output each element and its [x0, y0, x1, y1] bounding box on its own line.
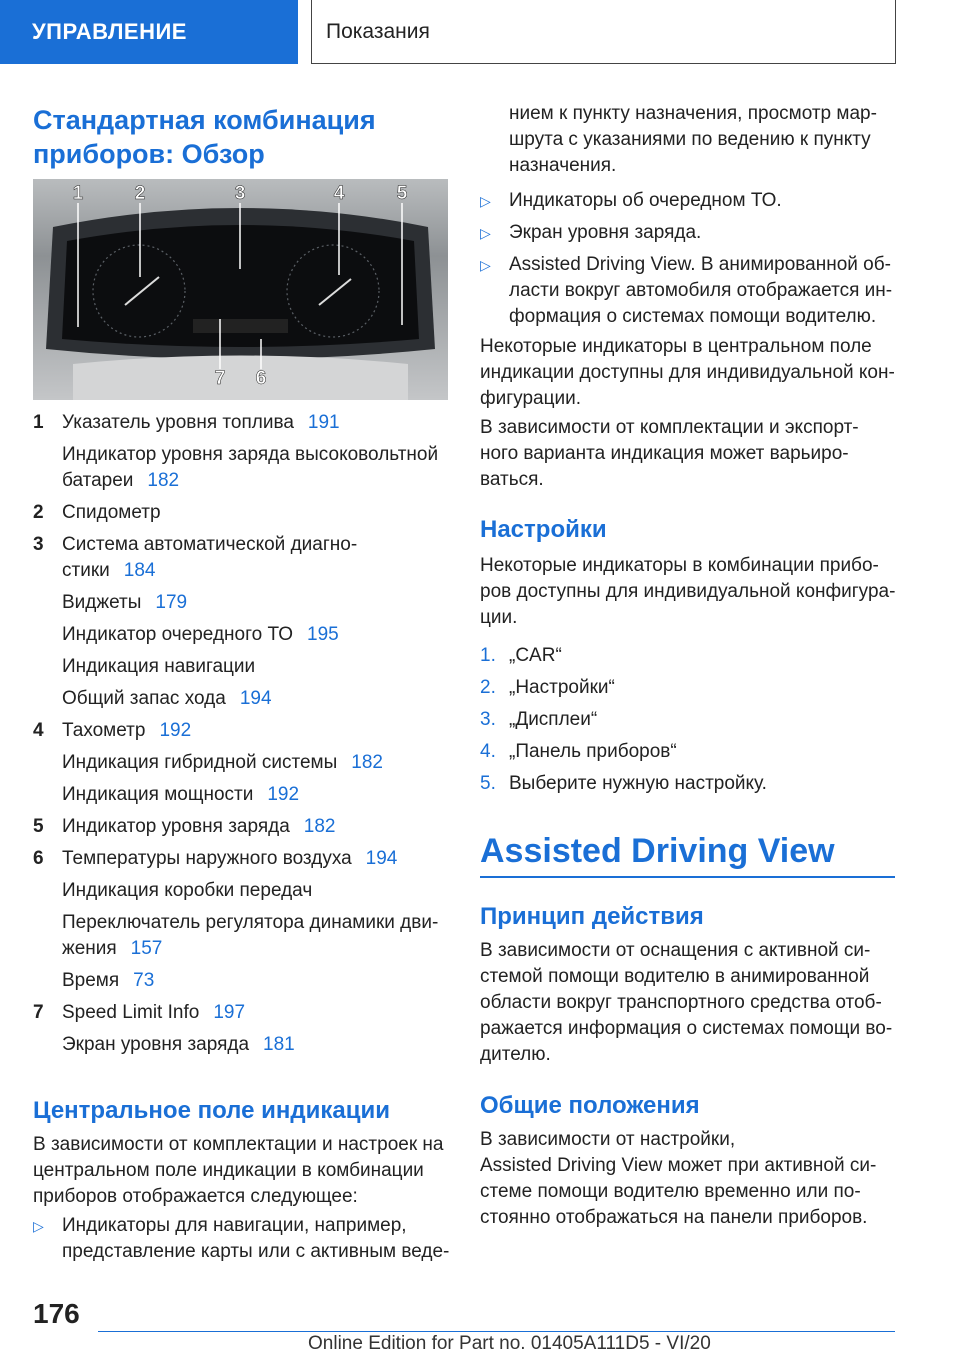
section-heading-central: Центральное поле индикации [33, 1097, 390, 1124]
page-reference-link[interactable]: 195 [307, 624, 339, 645]
legend-text: Индикация коробки передач [62, 880, 313, 901]
page-reference-link[interactable]: 192 [159, 720, 192, 741]
step-item [480, 675, 900, 701]
footer-rule [98, 1331, 895, 1332]
legend-text: стики [62, 560, 110, 581]
legend-row [33, 814, 453, 840]
legend-text: Индикатор очередного ТО [62, 624, 293, 645]
page-number: 176 [33, 1298, 80, 1329]
legend-text: жения [62, 938, 117, 959]
legend-text-wrap [62, 410, 340, 436]
legend-number: 7 [33, 1002, 44, 1023]
legend-number: 2 [33, 502, 44, 523]
legend-row [33, 410, 453, 436]
page-reference-link[interactable]: 194 [239, 688, 272, 709]
page-reference-link[interactable]: 191 [307, 412, 340, 433]
legend-text-wrap [62, 750, 383, 776]
page-reference-link[interactable]: 181 [263, 1034, 295, 1055]
step-item [480, 707, 900, 733]
central-paragraph: В зависимости от комплектации и настроек на центральном поле индикации в комбинации приборов отображается следующее: [33, 1134, 444, 1207]
legend-text-wrap [62, 590, 187, 616]
legend-row [33, 622, 453, 648]
legend-row [33, 654, 453, 680]
callout-3: 3 [234, 183, 246, 204]
legend-row [33, 442, 453, 468]
legend-text: Индикатор уровня заряда [62, 816, 290, 837]
step-item [480, 739, 900, 765]
section-heading-principle: Принцип действия [480, 903, 704, 930]
legend-row [33, 910, 453, 936]
step-text: „CAR“ [509, 645, 562, 666]
legend-text: Виджеты [62, 592, 142, 613]
legend-text-wrap [62, 814, 335, 840]
page-reference-link[interactable]: 179 [155, 592, 188, 613]
step-text: „Дисплеи“ [509, 709, 598, 730]
legend-text-wrap [62, 468, 179, 494]
legend-number: 1 [33, 412, 44, 433]
section-tab: УПРАВЛЕНИЕ [0, 0, 298, 64]
page-reference-link[interactable]: 182 [303, 816, 336, 837]
triangle-bullet-icon: ▷ [480, 193, 491, 209]
step-text: „Панель приборов“ [509, 741, 677, 762]
legend-text: Спидометр [62, 502, 161, 523]
step-text: Выберите нужную настройку. [509, 773, 767, 794]
section-heading-general: Общие положения [480, 1092, 700, 1119]
instrument-cluster-image [33, 179, 448, 400]
legend-text-wrap [62, 686, 272, 712]
page-reference-link[interactable]: 182 [147, 470, 180, 491]
triangle-bullet-icon: ▷ [480, 257, 491, 273]
legend-text-wrap [62, 1032, 295, 1058]
legend-number: 4 [33, 720, 44, 741]
step-number: 4. [480, 741, 496, 762]
legend-text-wrap [62, 782, 299, 808]
legend-text: Тахометр [62, 720, 146, 741]
callout-1: 1 [72, 183, 84, 204]
principle-paragraph: В зависимости от оснащения с активной си- стемой помощи водителю в анимированной области вокруг транспортного средства отоб- ражается информация о системах помощи во- дителю. [480, 940, 893, 1065]
legend-row [33, 718, 453, 744]
chapter-heading: Assisted Driving View [480, 832, 835, 870]
legend-text-wrap [62, 910, 452, 936]
legend-text-wrap [62, 846, 397, 872]
legend-text: Переключатель регулятора динамики дви- [62, 912, 439, 933]
legend-row [33, 878, 453, 904]
section-heading-settings: Настройки [480, 516, 607, 543]
legend-row [33, 1000, 453, 1026]
callout-2: 2 [134, 183, 146, 204]
legend-text: Указатель уровня топлива [62, 412, 294, 433]
step-item [480, 643, 900, 669]
page-reference-link[interactable]: 73 [133, 970, 155, 991]
legend-text-wrap [62, 532, 371, 558]
callout-5: 5 [396, 183, 408, 204]
legend-row [33, 686, 453, 712]
page-title-line1: Стандартная комбинация [33, 105, 376, 135]
subsection-tab: Показания [311, 0, 896, 64]
general-paragraph: В зависимости от настройки, Assisted Driving View может при активной си- стеме помощи водителю временно или по- стоянно отображаться на панели приборов. [480, 1129, 877, 1228]
list-item-continued: нием к пункту назначения, просмотр мар- шрута с указаниями по ведению к пункту назначения. [509, 103, 877, 176]
legend-row [33, 968, 453, 994]
legend-text: Общий запас хода [62, 688, 226, 709]
page-title [33, 103, 376, 171]
legend-text-wrap [62, 622, 339, 648]
legend-text-wrap [62, 878, 326, 904]
page-reference-link[interactable]: 157 [130, 938, 163, 959]
page-reference-link[interactable]: 182 [351, 752, 383, 773]
triangle-bullet-icon: ▷ [480, 225, 491, 241]
page-reference-link[interactable]: 192 [267, 784, 300, 805]
legend-text: Экран уровня заряда [62, 1034, 250, 1055]
legend-text-wrap [62, 968, 154, 994]
step-text: „Настройки“ [509, 677, 615, 698]
legend-row [33, 936, 453, 962]
legend-row [33, 468, 453, 494]
legend-number: 5 [33, 816, 44, 837]
legend-text-wrap [62, 500, 175, 526]
callout-6: 6 [255, 368, 267, 389]
footer-text: Online Edition for Part no. 01405A111D5 - VI/20 [308, 1333, 711, 1354]
page-reference-link[interactable]: 194 [365, 848, 398, 869]
paragraph-variants: В зависимости от комплектации и экспорт- ного варианта индикация может варьиро- ваться. [480, 417, 859, 490]
callout-4: 4 [333, 183, 345, 204]
legend-text-wrap [62, 558, 155, 584]
legend-row [33, 532, 453, 558]
legend-text-wrap [62, 936, 162, 962]
page-title-line2: приборов: Обзор [33, 139, 265, 169]
legend-row [33, 558, 453, 584]
heading-rule [480, 876, 895, 878]
step-number: 2. [480, 677, 496, 698]
legend-text: Индикация навигации [62, 656, 256, 677]
settings-paragraph: Некоторые индикаторы в комбинации прибо- ров доступны для индивидуальной конфигура- ции. [480, 555, 896, 628]
step-number: 5. [480, 773, 496, 794]
legend-text: Индикатор уровня заряда высоковольтной [62, 444, 439, 465]
legend-text-wrap [62, 442, 452, 468]
legend-text: батареи [62, 470, 134, 491]
page-reference-link[interactable]: 184 [123, 560, 156, 581]
legend-row [33, 782, 453, 808]
legend-text-wrap [62, 718, 191, 744]
legend-text: Индикация гибридной системы [62, 752, 338, 773]
triangle-bullet-icon: ▷ [33, 1218, 44, 1234]
legend-text-wrap [62, 1000, 245, 1026]
page-reference-link[interactable]: 197 [213, 1002, 246, 1023]
legend-row [33, 590, 453, 616]
legend-text-wrap [62, 654, 269, 680]
paragraph-configuration: Некоторые индикаторы в центральном поле индикации доступны для индивидуальной кон- фигурации. [480, 336, 895, 409]
step-number: 3. [480, 709, 496, 730]
step-item [480, 771, 900, 797]
legend-number: 6 [33, 848, 44, 869]
legend-text: Время [62, 970, 120, 991]
callout-7: 7 [214, 368, 226, 389]
legend-text: Температуры наружного воздуха [62, 848, 352, 869]
legend-text: Система автоматической диагно- [62, 534, 358, 555]
legend-row [33, 750, 453, 776]
legend-text: Speed Limit Info [62, 1002, 200, 1023]
legend-row [33, 1032, 453, 1058]
step-number: 1. [480, 645, 496, 666]
legend-row [33, 846, 453, 872]
legend-number: 3 [33, 534, 44, 555]
legend-text: Индикация мощности [62, 784, 254, 805]
legend-row [33, 500, 453, 526]
